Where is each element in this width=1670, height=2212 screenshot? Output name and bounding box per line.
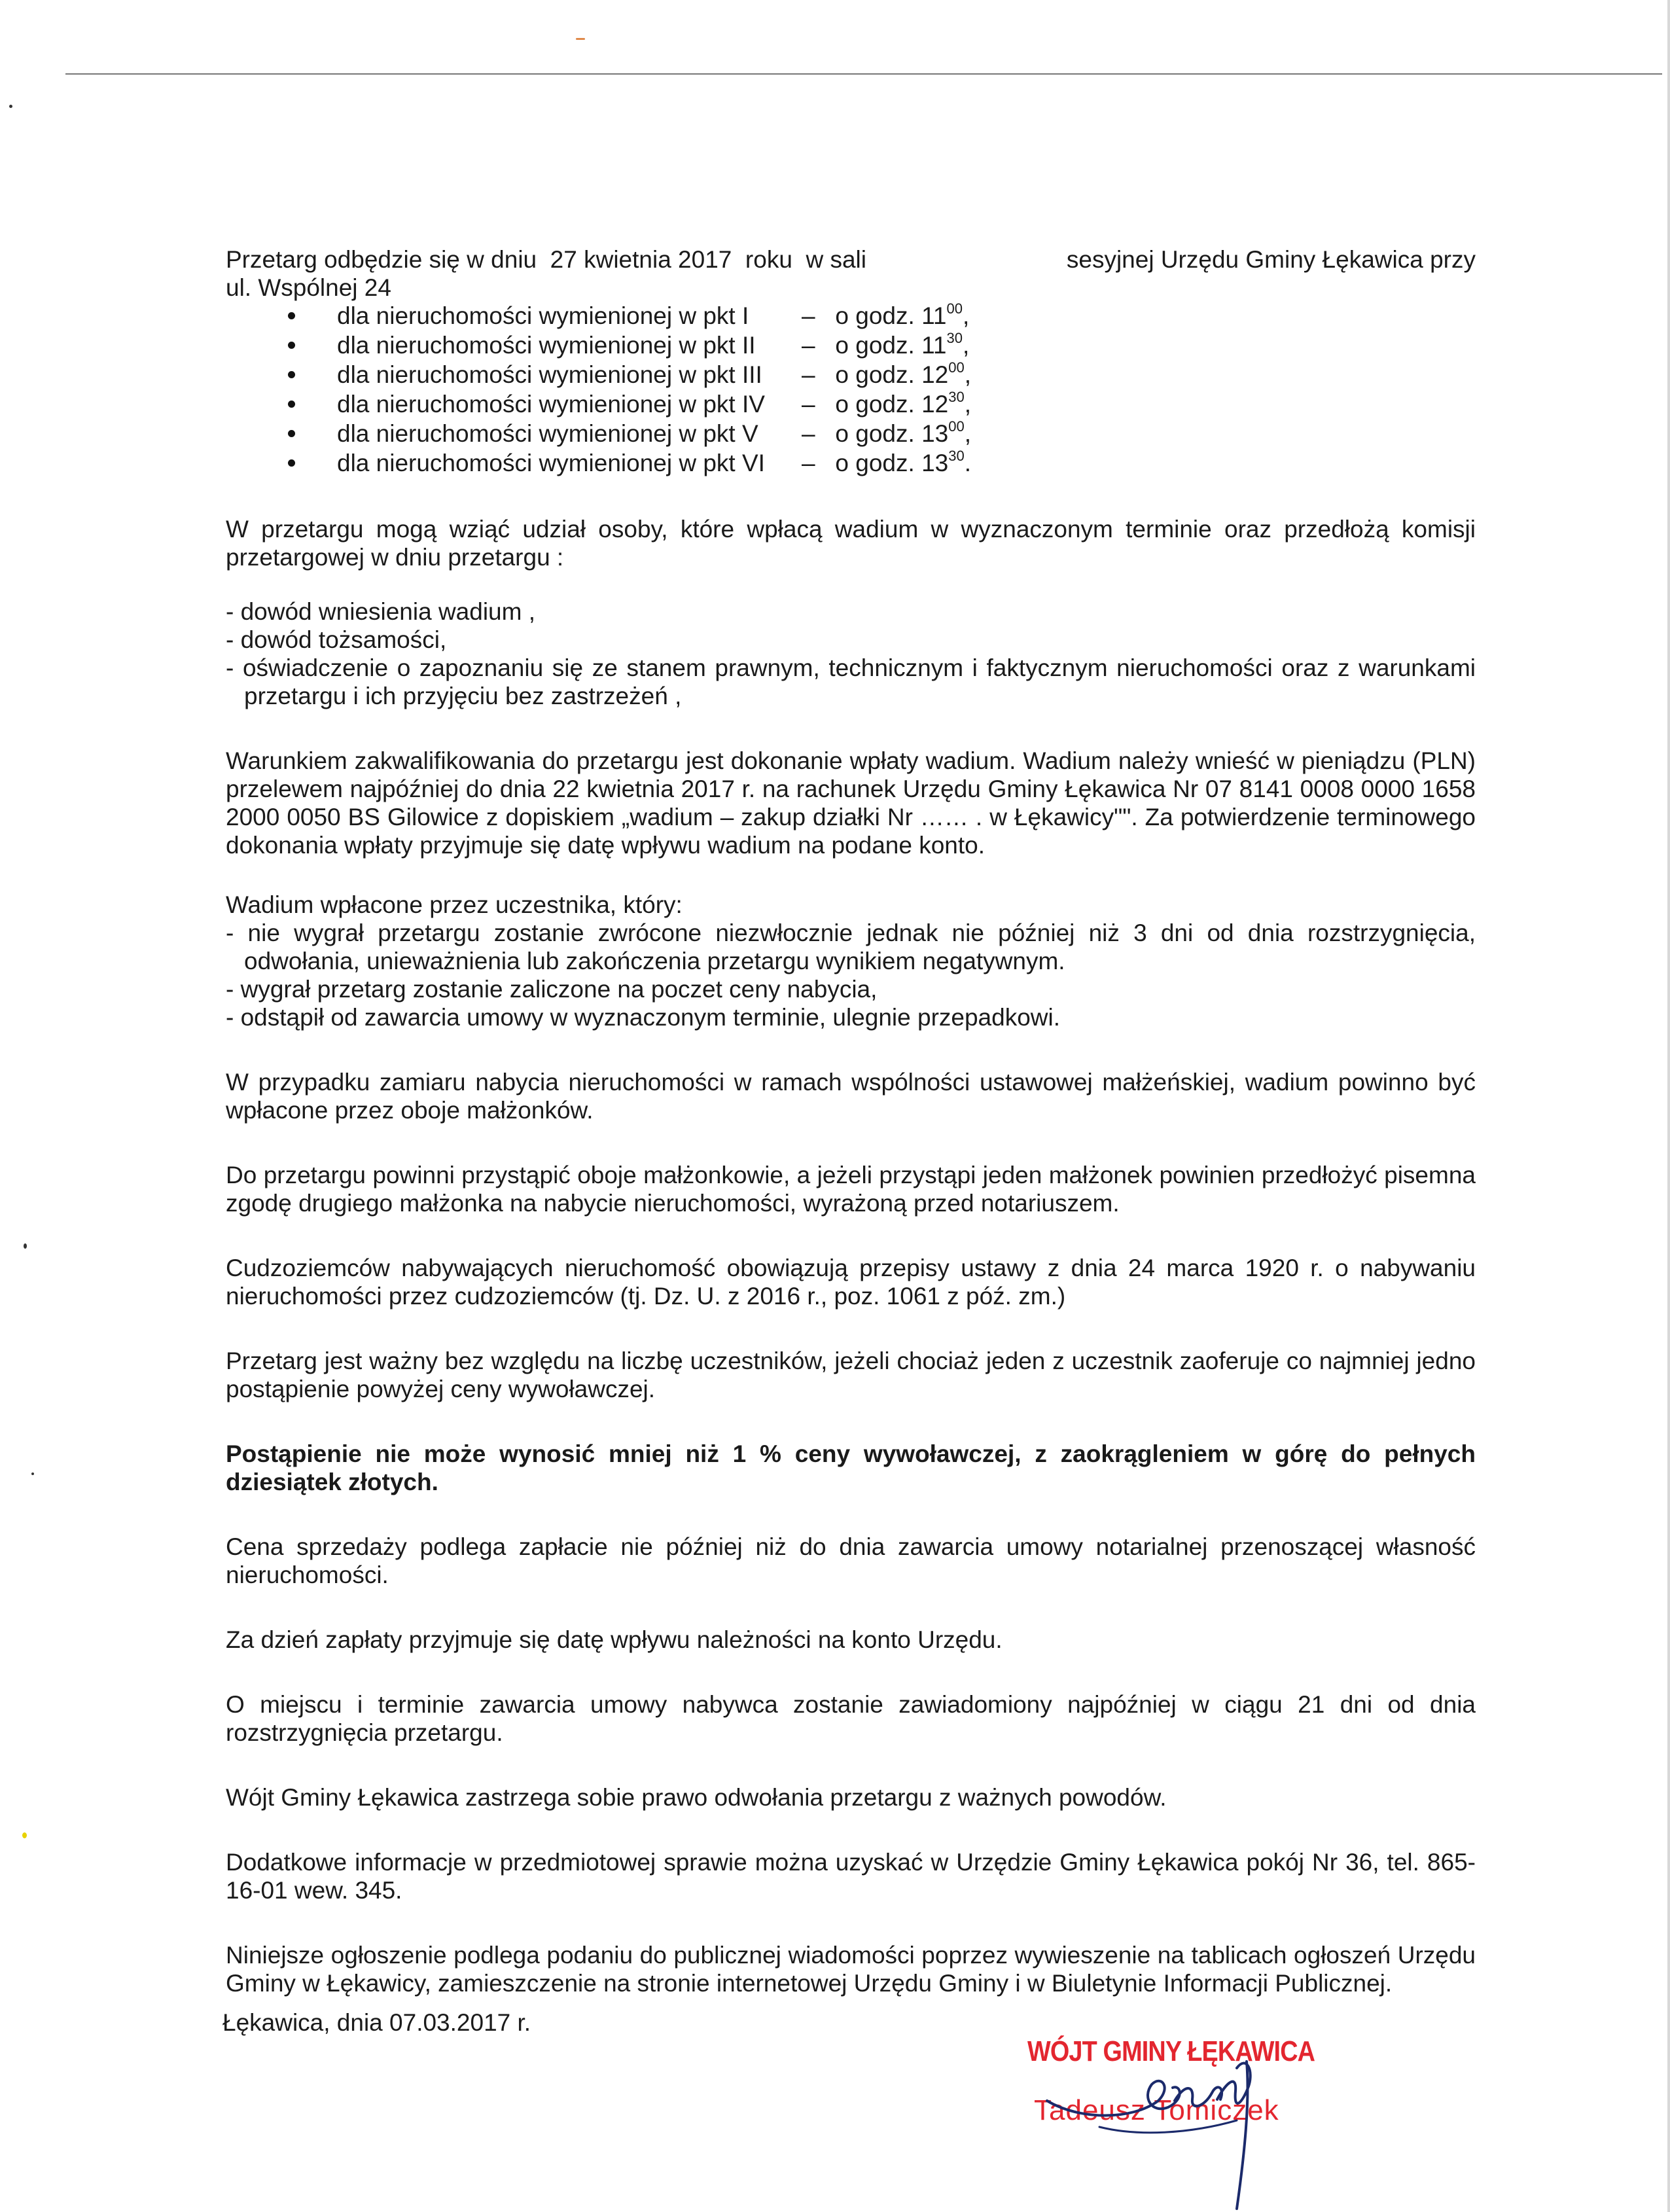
schedule-hour: o godz. 13 <box>835 450 949 476</box>
schedule-time <box>802 419 971 448</box>
schedule-dash: – <box>802 391 815 418</box>
schedule-item <box>226 331 1476 361</box>
payment-paragraph: Cena sprzedaży podlega zapłacie nie później niż do dnia zawarcia umowy notarialnej przenoszącej własność nieruchomości. <box>226 1533 1476 1588</box>
handwritten-signature <box>1021 2022 1348 2212</box>
stamp-title: WÓJT GMINY ŁĘKAWICA <box>1027 2035 1315 2067</box>
list-item: - oświadczenie o zapoznaniu się ze stanem prawnym, technicznym i faktycznym nieruchomości oraz z warunkami przetargu i ich przyjęciu bez zastrzeżeń , <box>226 654 1476 709</box>
schedule-time <box>802 449 971 477</box>
scan-speck <box>576 38 585 40</box>
bullet-icon <box>288 312 295 319</box>
schedule-item <box>226 390 1476 419</box>
schedule-label: dla nieruchomości wymienionej w pkt III <box>337 361 762 388</box>
validity-paragraph: Przetarg jest ważny bez względu na liczbę uczestników, jeżeli chociaż jeden z uczestnik zaoferuje co najmniej jedno postąpienie powyżej ceny wywoławczej. <box>226 1347 1476 1402</box>
foreigners-paragraph: Cudzoziemców nabywających nieruchomość obowiązują przepisy ustawy z dnia 24 marca 1920 r. o nabywaniu nieruchomości przez cudzoziemców (tj. Dz. U. z 2016 r., poz. 1061 z póź. zm.) <box>226 1255 1476 1310</box>
schedule-minutes: 00 <box>946 300 963 317</box>
schedule-minutes: 30 <box>946 330 963 346</box>
info-paragraph: Dodatkowe informacje w przedmiotowej sprawie można uzyskać w Urzędzie Gminy Łękawica pokój Nr 36, tel. 865-16-01 wew. 345. <box>226 1849 1476 1904</box>
intro-left: Przetarg odbędzie się w dniu 27 kwietnia 2017 roku w sali <box>226 246 866 273</box>
increment-paragraph: Postąpienie nie może wynosić mniej niż 1 % ceny wywoławczej, z zaokrągleniem w górę do pełnych dziesiątek złotych. <box>226 1440 1476 1495</box>
schedule-item <box>226 361 1476 390</box>
deposit-paragraph: Warunkiem zakwalifikowania do przetargu jest dokonanie wpłaty wadium. Wadium należy wnieść w pieniądzu (PLN) przelewem najpóźniej do dnia 22 kwietnia 2017 r. na rachunek Urzędu Gminy Łękawica Nr 07 8141 0008 0000 1658 2000 0050 BS Gilowice z dopiskiem „wadium – zakup działki Nr …… . w Łękawicy"". Za potwierdzenie terminowego dokonania wpłaty przyjmuje się datę wpływu wadium na podane konto. <box>226 747 1476 859</box>
schedule-minutes: 00 <box>948 418 965 435</box>
participation-text: W przetargu mogą wziąć udział osoby, które wpłacą wadium w wyznaczonym terminie oraz przedłożą komisji przetargowej w dniu przetargu : <box>226 516 1476 571</box>
notification-paragraph: O miejscu i terminie zawarcia umowy nabywca zostanie zawiadomiony najpóźniej w ciągu 21 dni od dnia rozstrzygnięcia przetargu. <box>226 1691 1476 1746</box>
list-item: - odstąpił od zawarcia umowy w wyznaczonym terminie, ulegnie przepadkowi. <box>226 1004 1061 1031</box>
scan-speck <box>9 105 12 108</box>
schedule-hour: o godz. 12 <box>835 361 949 388</box>
bullet-icon <box>288 371 295 378</box>
schedule-end: . <box>964 450 971 476</box>
schedule-label: dla nieruchomości wymienionej w pkt V <box>337 420 758 447</box>
intro-line-2: ul. Wspólnej 24 <box>226 274 391 301</box>
schedule-hour: o godz. 13 <box>835 420 949 447</box>
schedule-time <box>802 390 971 418</box>
list-item: - nie wygrał przetargu zostanie zwrócone niezwłocznie jednak nie później niż 3 dni od dnia rozstrzygnięcia, odwołania, unieważnienia lub zakończenia przetargu wynikiem negatywnym. <box>226 919 1476 974</box>
schedule-dash: – <box>802 361 815 388</box>
schedule-time <box>802 331 969 359</box>
scan-speck <box>31 1472 34 1475</box>
schedule-time <box>802 302 969 330</box>
scan-speck <box>24 1243 27 1249</box>
schedule-dash: – <box>802 450 815 476</box>
schedule-hour: o godz. 11 <box>835 302 947 329</box>
stamp-name: Tadeusz Tomiczek <box>1034 2094 1279 2126</box>
schedule-item <box>226 419 1476 449</box>
schedule-label: dla nieruchomości wymienionej w pkt II <box>337 332 756 359</box>
schedule-end: , <box>964 391 971 418</box>
schedule-dash: – <box>802 332 815 359</box>
intro-right: sesyjnej Urzędu Gminy Łękawica przy <box>1066 246 1476 273</box>
schedule-list <box>226 302 1476 478</box>
header-rule <box>65 73 1662 75</box>
list-item: - dowód wniesienia wadium , <box>226 598 536 625</box>
place-date: Łękawica, dnia 07.03.2017 r. <box>222 2009 531 2036</box>
schedule-hour: o godz. 12 <box>835 391 949 418</box>
schedule-end: , <box>964 420 971 447</box>
participation-docs-list <box>226 598 1476 710</box>
schedule-minutes: 30 <box>948 448 965 464</box>
publication-paragraph: Niniejsze ogłoszenie podlega podaniu do publicznej wiadomości poprzez wywieszenie na tablicach ogłoszeń Urzędu Gminy w Łękawicy, zamieszczenie na stronie internetowej Urzędu Gminy i w Biuletynie Informacji Publicznej. <box>226 1942 1476 1997</box>
scan-speck <box>22 1832 27 1838</box>
bullet-icon <box>288 401 295 408</box>
scan-edge <box>1667 0 1670 2212</box>
bullet-icon <box>288 342 295 349</box>
announcement-body <box>226 245 1476 1997</box>
bullet-icon <box>288 459 295 467</box>
bullet-icon <box>288 430 295 437</box>
cancellation-paragraph: Wójt Gminy Łękawica zastrzega sobie prawo odwołania przetargu z ważnych powodów. <box>226 1784 1167 1811</box>
list-item: - dowód tożsamości, <box>226 626 447 653</box>
schedule-dash: – <box>802 302 815 329</box>
schedule-label: dla nieruchomości wymienionej w pkt VI <box>337 450 765 476</box>
schedule-end: , <box>964 361 971 388</box>
schedule-hour: o godz. 11 <box>835 332 947 359</box>
list-item: - wygrał przetarg zostanie zaliczone na poczet ceny nabycia, <box>226 976 878 1003</box>
refund-list <box>226 919 1476 1031</box>
schedule-end: , <box>962 332 970 359</box>
intro-line-1 <box>226 245 1476 274</box>
marital-paragraph: W przypadku zamiaru nabycia nieruchomości w ramach wspólności ustawowej małżeńskiej, wadium powinno być wpłacone przez oboje małżonków. <box>226 1069 1476 1124</box>
schedule-minutes: 00 <box>948 359 965 376</box>
refund-intro: Wadium wpłacone przez uczestnika, który: <box>226 891 683 918</box>
schedule-minutes: 30 <box>948 389 965 405</box>
payment-date-paragraph: Za dzień zapłaty przyjmuje się datę wpływu należności na konto Urzędu. <box>226 1626 1003 1653</box>
schedule-dash: – <box>802 420 815 447</box>
spouses-paragraph: Do przetargu powinni przystąpić oboje małżonkowie, a jeżeli przystąpi jeden małżonek powinien przedłożyć pisemna zgodę drugiego małżonka na nabycie nieruchomości, wyrażoną przed notariuszem. <box>226 1162 1476 1217</box>
schedule-end: , <box>962 302 970 329</box>
schedule-label: dla nieruchomości wymienionej w pkt IV <box>337 391 765 418</box>
schedule-time <box>802 361 971 389</box>
schedule-item <box>226 302 1476 331</box>
schedule-item <box>226 449 1476 478</box>
schedule-label: dla nieruchomości wymienionej w pkt I <box>337 302 749 329</box>
